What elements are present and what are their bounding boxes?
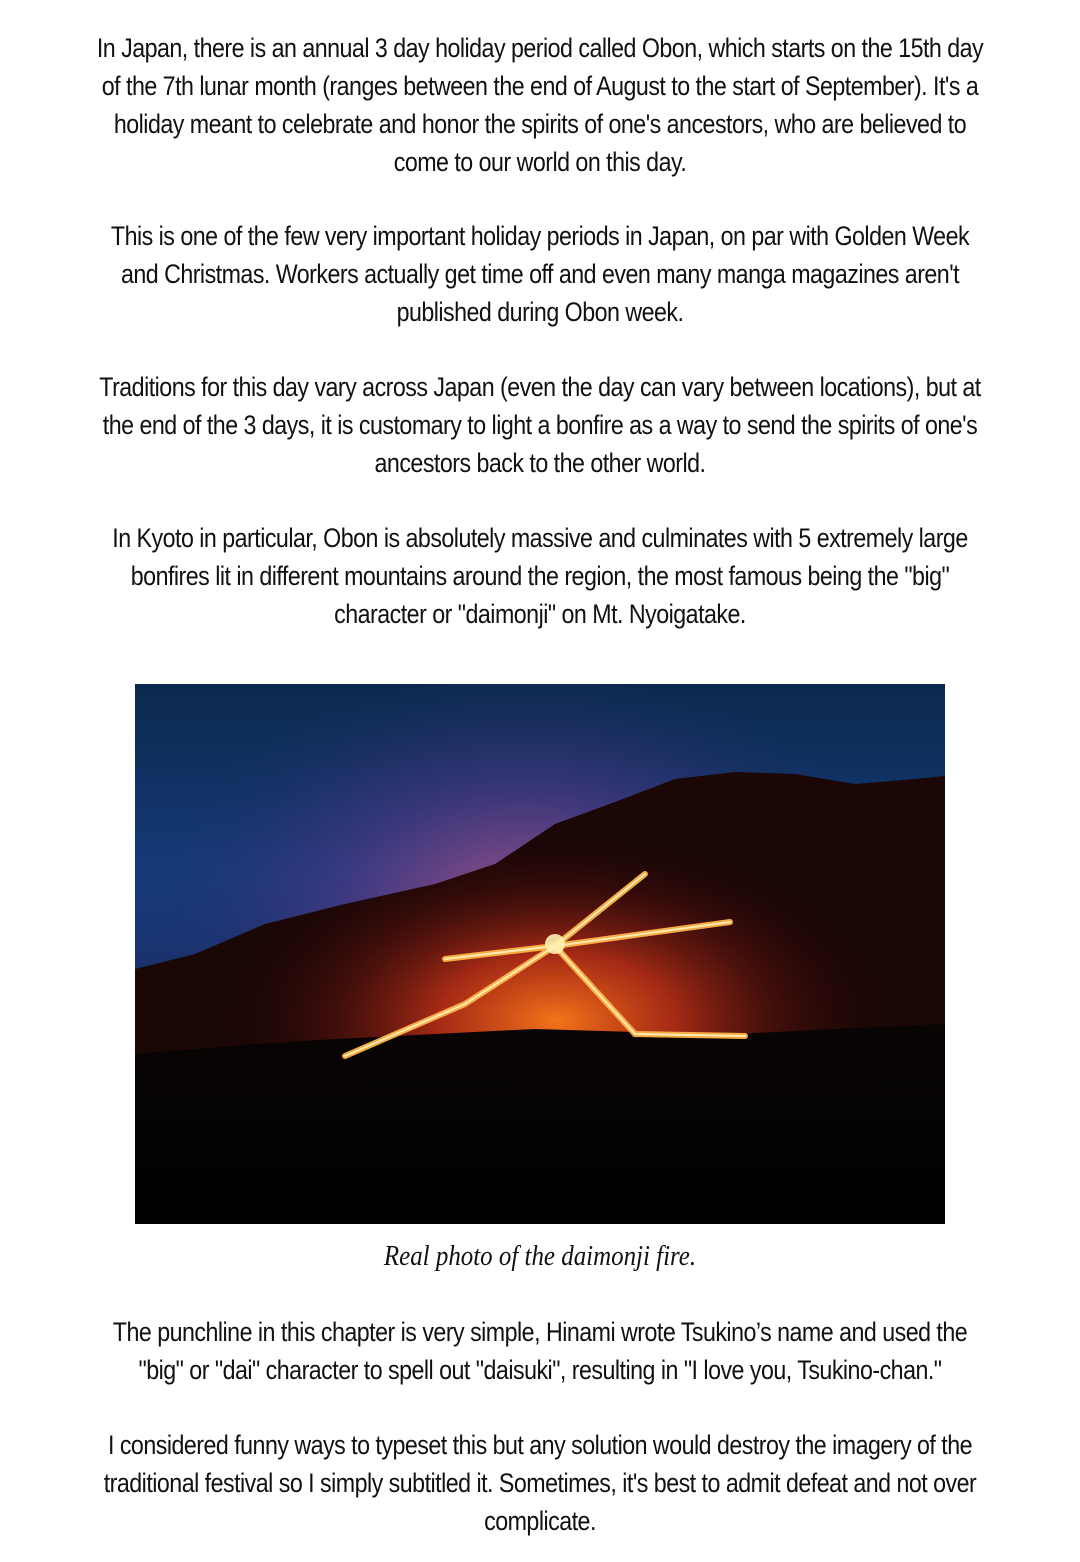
paragraph-typesetting-note: I considered funny ways to typeset this but any solution would destroy the imagery of the traditional festival so I simply subtitled it. Sometimes, it's best to admit defeat and not over complicate. <box>103 1430 977 1536</box>
paragraph-punchline: The punchline in this chapter is very simple, Hinami wrote Tsukino’s name and used the "big" or "dai" character to spell out "daisuki", resulting in "I love you, Tsukino-chan." <box>112 1317 968 1385</box>
paragraph-holiday-importance: This is one of the few very important holiday periods in Japan, on par with Golden Week and Christmas. Workers actually get time off and even many manga magazines aren't published during Obon week. <box>110 221 970 327</box>
paragraph-obon-intro: In Japan, there is an annual 3 day holiday period called Obon, which starts on the 15th day of the 7th lunar month (ranges between the end of August to the start of September). It's a holiday meant to celebrate and honor the spirits of one's ancestors, who are believed to come to our world on this day. <box>96 33 984 177</box>
daimonji-fire-photo <box>135 684 945 1224</box>
photo-caption: Real photo of the daimonji fire. <box>383 1240 697 1272</box>
paragraph-traditions: Traditions for this day vary across Japan (even the day can vary between locations), but at the end of the 3 days, it is customary to light a bonfire as a way to send the spirits of one's ancestors back to the other world. <box>99 372 981 478</box>
paragraph-kyoto-bonfires: In Kyoto in particular, Obon is absolutely massive and culminates with 5 extremely large bonfires lit in different mountains around the region, the most famous being the "big" character or "daimonji" on Mt. Nyoigatake. <box>112 523 968 629</box>
